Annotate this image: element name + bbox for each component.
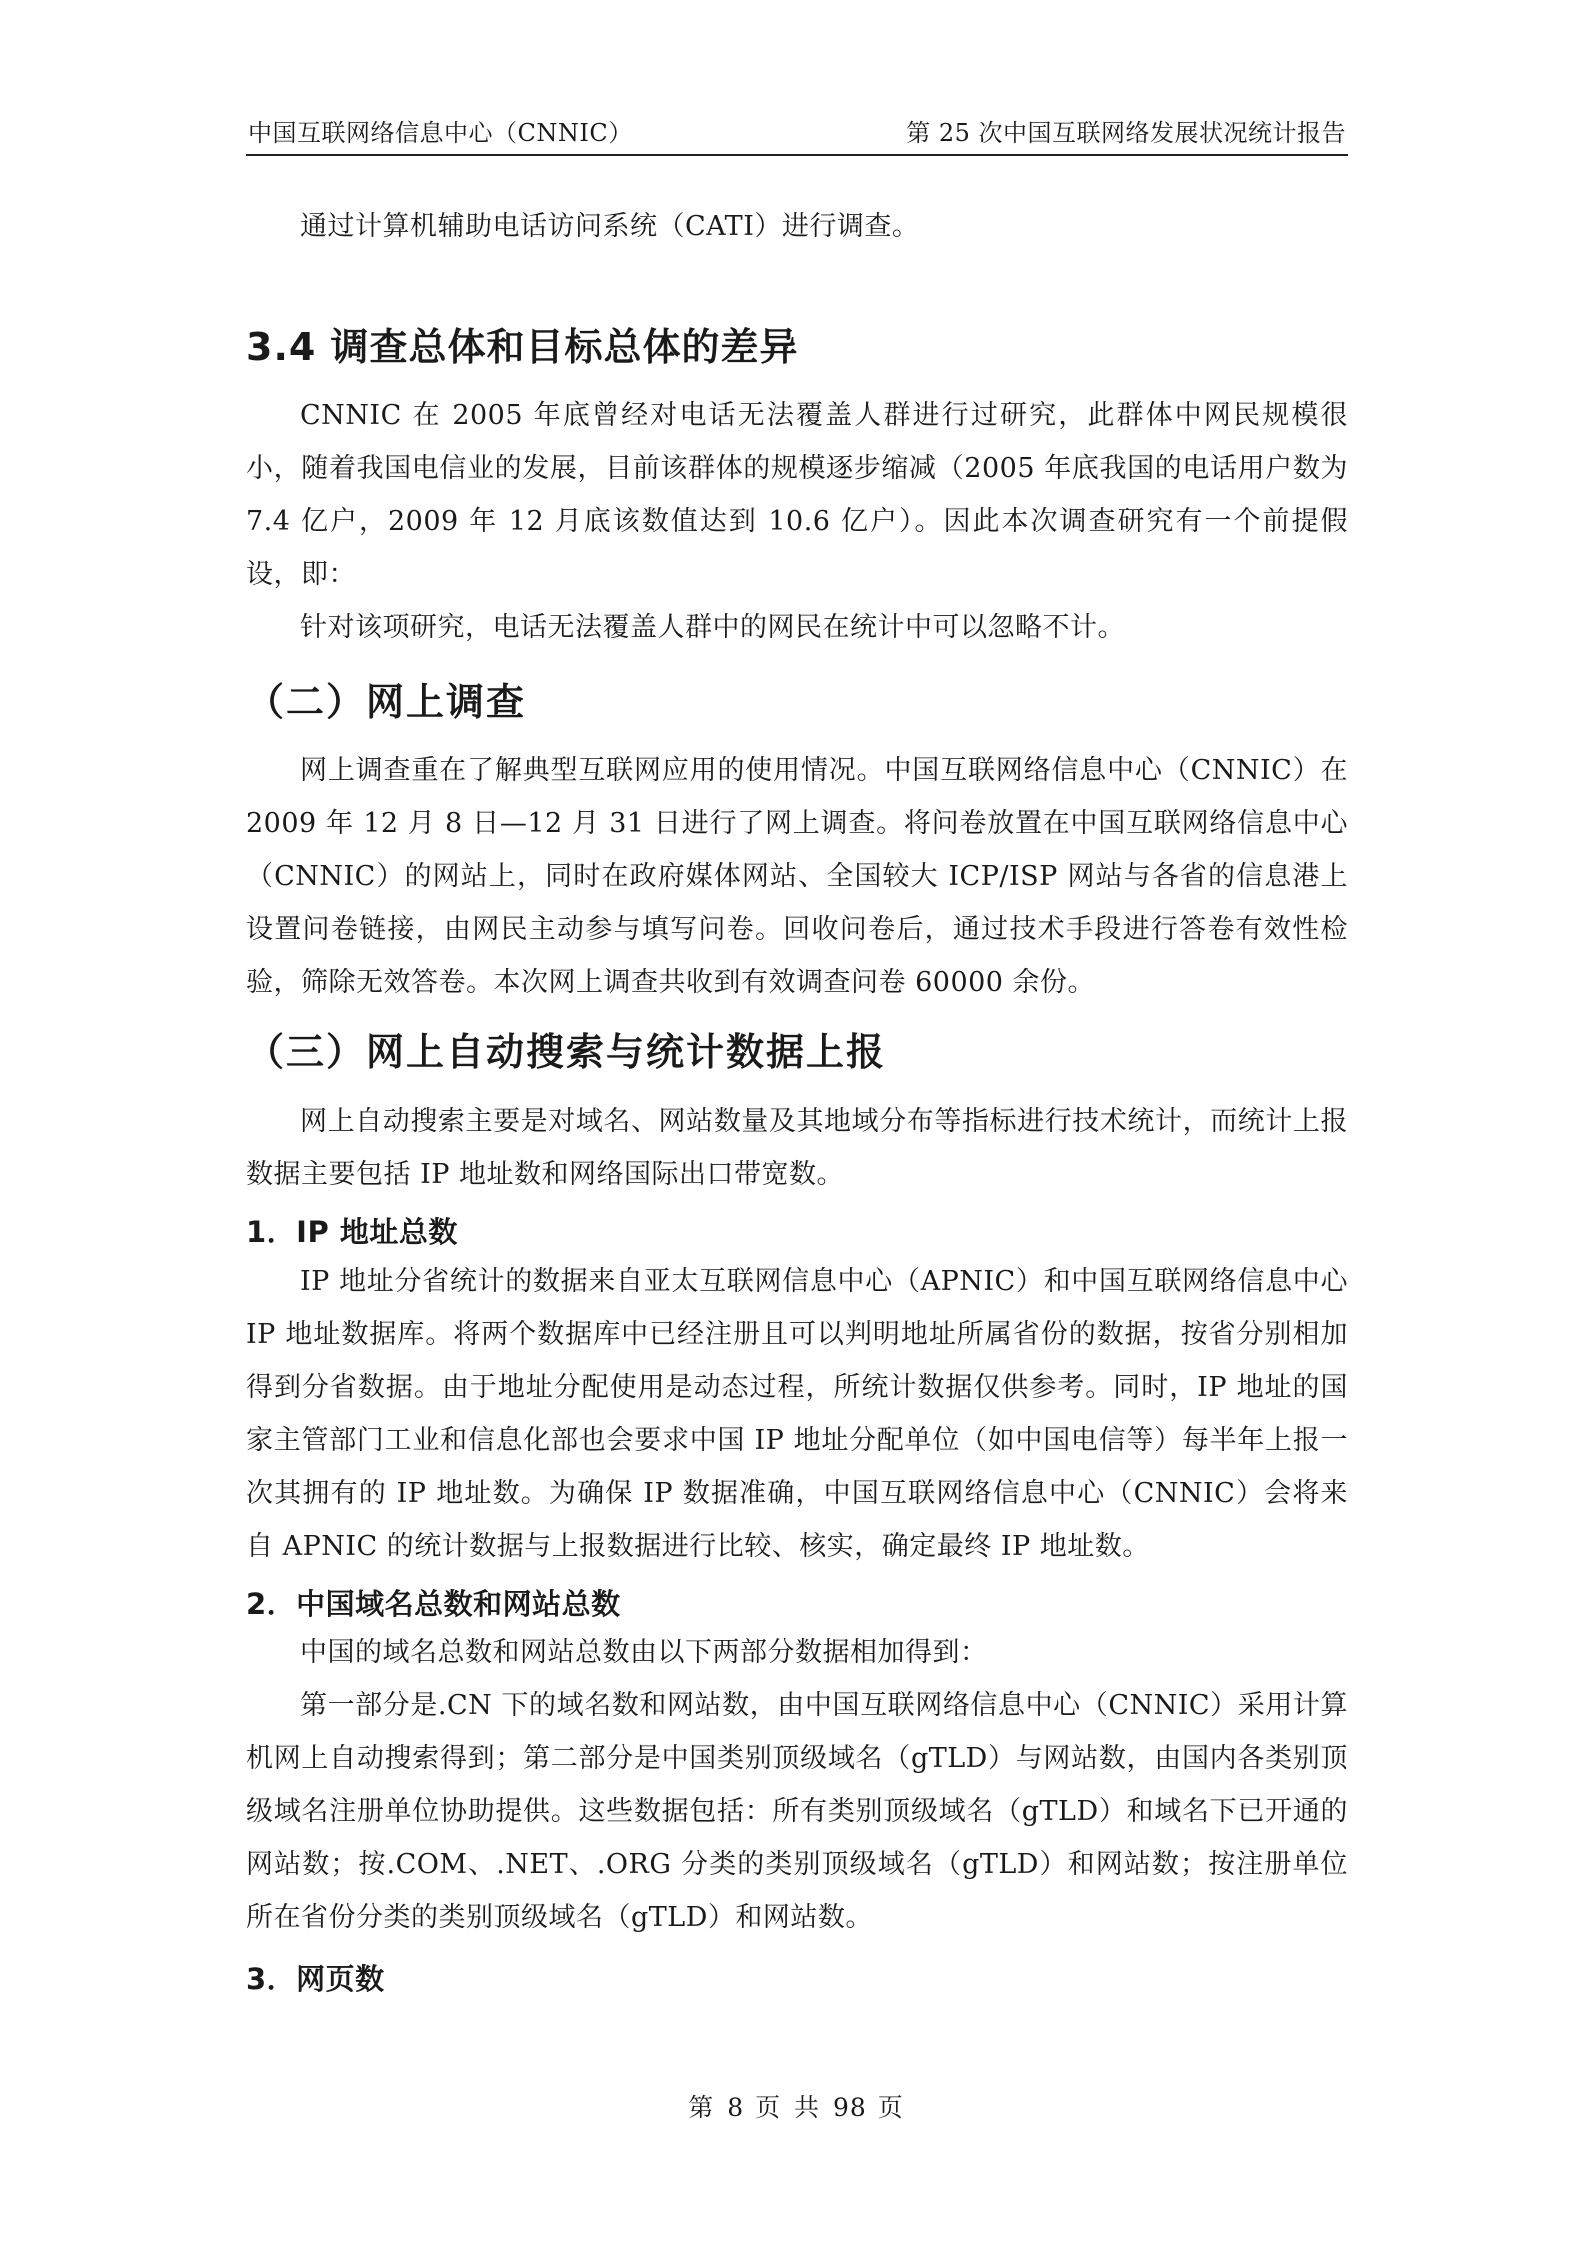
header-report-title: 第 25 次中国互联网络发展状况统计报告 [906,119,1346,147]
section-3-4-body [246,389,1348,654]
body-paragraph: 第一部分是.CN 下的域名数和网站数，由中国互联网络信息中心（CNNIC）采用计算机网上自动搜索得到；第二部分是中国类别顶级域名（gTLD）与网站数，由国内各类别顶级域名注册单位协助提供。这些数据包括：所有类别顶级域名（gTLD）和域名下已开通的网站数；按.COM、.NET、.ORG 分类的类别顶级域名（gTLD）和网站数；按注册单位所在省份分类的类别顶级域名（gTLD）和网站数。 [246,1690,1348,1933]
part-2 [246,675,1348,729]
section-3-4 [246,320,1348,374]
footer-prefix: 第 [688,2093,717,2122]
footer-page-number: 8 [727,2093,745,2122]
section-heading: 3.4 调查总体和目标总体的差异 [246,325,799,369]
subsection-heading: 3．网页数 [246,1962,385,1996]
running-header [246,114,1348,156]
intro-block [246,200,1348,253]
item-2-body [246,1626,1348,1944]
body-paragraph: 网上调查重在了解典型互联网应用的使用情况。中国互联网络信息中心（CNNIC）在 2009 年 12 月 8 日—12 月 31 日进行了网上调查。将问卷放置在中国互联网络信息中心（CNNIC）的网站上，同时在政府媒体网站、全国较大 ICP/ISP 网站与各省的信息港上设置问卷链接，由网民主动参与填写问卷。回收问卷后，通过技术手段进行答卷有效性检验，筛除无效答卷。本次网上调查共收到有效调查问卷 60000 余份。 [246,755,1348,998]
item-2 [246,1580,1348,1628]
body-paragraph: CNNIC 在 2005 年底曾经对电话无法覆盖人群进行过研究，此群体中网民规模很小，随着我国电信业的发展，目前该群体的规模逐步缩减（2005 年底我国的电话用户数为 7.4 亿户，2009 年 12 月底该数值达到 10.6 亿户）。因此本次调查研究有一个前提假设，即： [246,400,1348,590]
subsection-heading: 1．IP 地址总数 [246,1215,458,1249]
item-1-body [246,1255,1348,1573]
subsection-heading: 2．中国域名总数和网站总数 [246,1587,621,1621]
body-paragraph: 中国的域名总数和网站总数由以下两部分数据相加得到： [300,1637,988,1668]
footer-suffix: 页 [877,2093,906,2122]
body-paragraph: 网上自动搜索主要是对域名、网站数量及其地域分布等指标进行技术统计，而统计上报数据主要包括 IP 地址数和网络国际出口带宽数。 [246,1106,1348,1190]
header-organization: 中国互联网络信息中心（CNNIC） [248,119,633,147]
page-footer [0,2088,1594,2124]
footer-middle: 页 共 [755,2093,823,2122]
item-1 [246,1208,1348,1256]
body-paragraph: IP 地址分省统计的数据来自亚太互联网信息中心（APNIC）和中国互联网络信息中心 IP 地址数据库。将两个数据库中已经注册且可以判明地址所属省份的数据，按省分别相加得到分省数据。由于地址分配使用是动态过程，所统计数据仅供参考。同时，IP 地址的国家主管部门工业和信息化部也会要求中国 IP 地址分配单位（如中国电信等）每半年上报一次其拥有的 IP 地址数。为确保 IP 数据准确，中国互联网络信息中心（CNNIC）会将来自 APNIC 的统计数据与上报数据进行比较、核实，确定最终 IP 地址数。 [246,1266,1348,1562]
part-2-body [246,744,1348,1009]
part-3-body [246,1095,1348,1201]
part-heading: （三）网上自动搜索与统计数据上报 [246,1030,887,1074]
part-heading: （二）网上调查 [246,680,527,724]
item-3 [246,1955,1348,2003]
body-paragraph: 针对该项研究，电话无法覆盖人群中的网民在统计中可以忽略不计。 [300,612,1125,643]
intro-paragraph: 通过计算机辅助电话访问系统（CATI）进行调查。 [300,211,920,242]
footer-total-pages: 98 [832,2093,867,2122]
part-3 [246,1025,1348,1079]
